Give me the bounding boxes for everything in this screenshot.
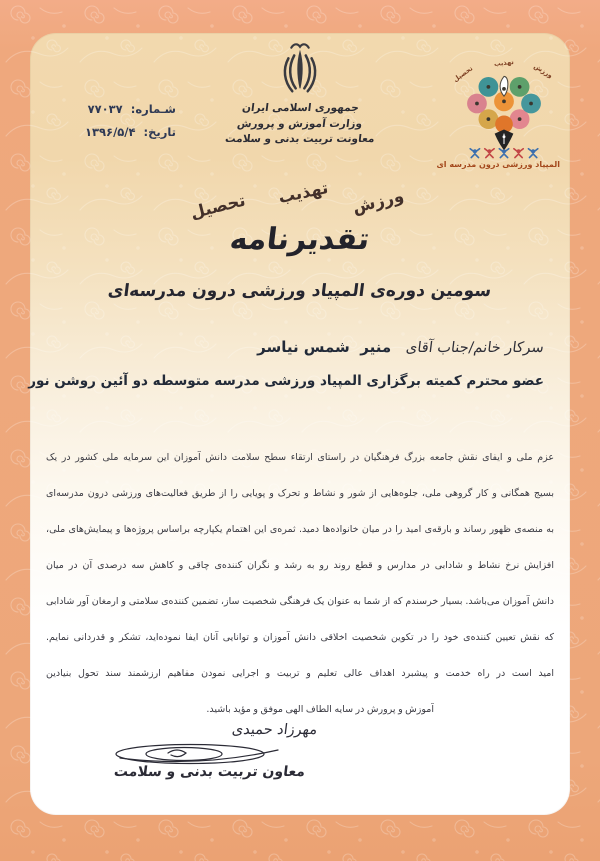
- body-line: آموزش و پرورش در سایه الطاف الهی موفق و مؤید باشید.: [206, 704, 434, 715]
- iran-emblem-icon: [278, 40, 322, 98]
- body-line: عزم ملی و ایفای نقش جامعه بزرگ فرهنگیان در راستای ارتقاء سطح سلامت دانش آموزان این سرمایه ملی کشور در یک: [46, 452, 554, 463]
- date-row: [46, 121, 176, 144]
- motto-word-tahsil: تحصیل: [188, 190, 248, 223]
- body-line: افزایش نرخ نشاط و شادابی در مدارس و قطع روند رو به رشد و نگران کننده‌ی چاقی و کاهش سه درصدی آن در میان: [46, 560, 554, 571]
- body-line: دانش آموزان می‌باشد. بسیار خرسندم که از شما به عنوان یک فرهنگی شخصیت ساز، تضمین کننده‌ی سلامتی و ارمغان آور شادابی: [46, 596, 554, 607]
- certificate-subtitle: سومین دوره‌ی المپیاد ورزشی درون مدرسه‌ای: [107, 281, 493, 301]
- serial-row: [46, 98, 176, 121]
- logo-arc-word-3: ورزش: [532, 62, 555, 80]
- gov-line-deputy: معاونت تربیت بدنی و سلامت: [224, 133, 376, 145]
- logo-arc-word-2: تهذیب: [493, 57, 515, 69]
- certificate-title: تقدیرنامه: [228, 222, 372, 257]
- signatory-title: معاون تربیت بدنی و سلامت: [113, 764, 307, 780]
- motto-word-varzesh: ورزش: [350, 185, 406, 218]
- recipient-role: عضو محترم کمیته برگزاری المپیاد ورزشی مدرسه متوسطه دو آئین روشن نور: [28, 373, 544, 389]
- recipient-line: [257, 337, 544, 356]
- serial-label: شـماره:: [130, 102, 176, 116]
- government-header: [205, 40, 395, 148]
- body-line: بسیج همگانی و کار گروهی ملی، جلوه‌هایی از شور و نشاط و تحرک و پویایی را از طریق فعالیت‌های ورزشی درون مدرسه‌ای: [46, 488, 554, 499]
- signatory-name: مهرزاد حمیدی: [231, 722, 319, 738]
- body-paragraph: [46, 440, 554, 728]
- motto-word-tahzib: تهذیب: [276, 177, 330, 208]
- olympiad-logo: [436, 57, 560, 170]
- recipient-name: منیر شمس نیاسر: [257, 338, 392, 356]
- body-line: به منصه‌ی ظهور رساند و بارقه‌ی امید را در میان خانواده‌ها دمید. ثمره‌ی این اهتمام یکپارچه براساس پروژه‌ها و پیمایش‌های ملی،: [46, 524, 554, 535]
- logo-arc-word-1: تحصیل: [451, 64, 475, 84]
- body-line: امید است در راه خدمت و پیشبرد اهداف عالی تعلیم و تربیت و اجرایی نمودن مفاهیم ارزشمند سند تحول بنیادین: [46, 668, 554, 679]
- date-value: ۱۳۹۶/۵/۴: [85, 125, 136, 139]
- gov-line-ministry: وزارت آموزش و پرورش: [236, 117, 364, 130]
- logo-caption: المپیاد ورزشی درون مدرسه ای: [436, 160, 560, 169]
- olympiad-logo-icon: [452, 75, 556, 159]
- serial-value: ۷۷۰۳۷: [87, 102, 123, 116]
- gov-line-country: جمهوری اسلامی ایران: [240, 102, 360, 114]
- serial-date-block: [46, 98, 176, 144]
- body-line: که نقش تعیین کننده‌ی خود را در تکوین شخصیت اخلاقی دانش آموزان و توانایی آنان ایفا نموده‌اید، تشکر و قدردانی نمایم.: [46, 632, 554, 643]
- date-label: تاریخ:: [143, 125, 176, 139]
- recipient-salutation: سرکار خانم/جناب آقای: [405, 340, 545, 356]
